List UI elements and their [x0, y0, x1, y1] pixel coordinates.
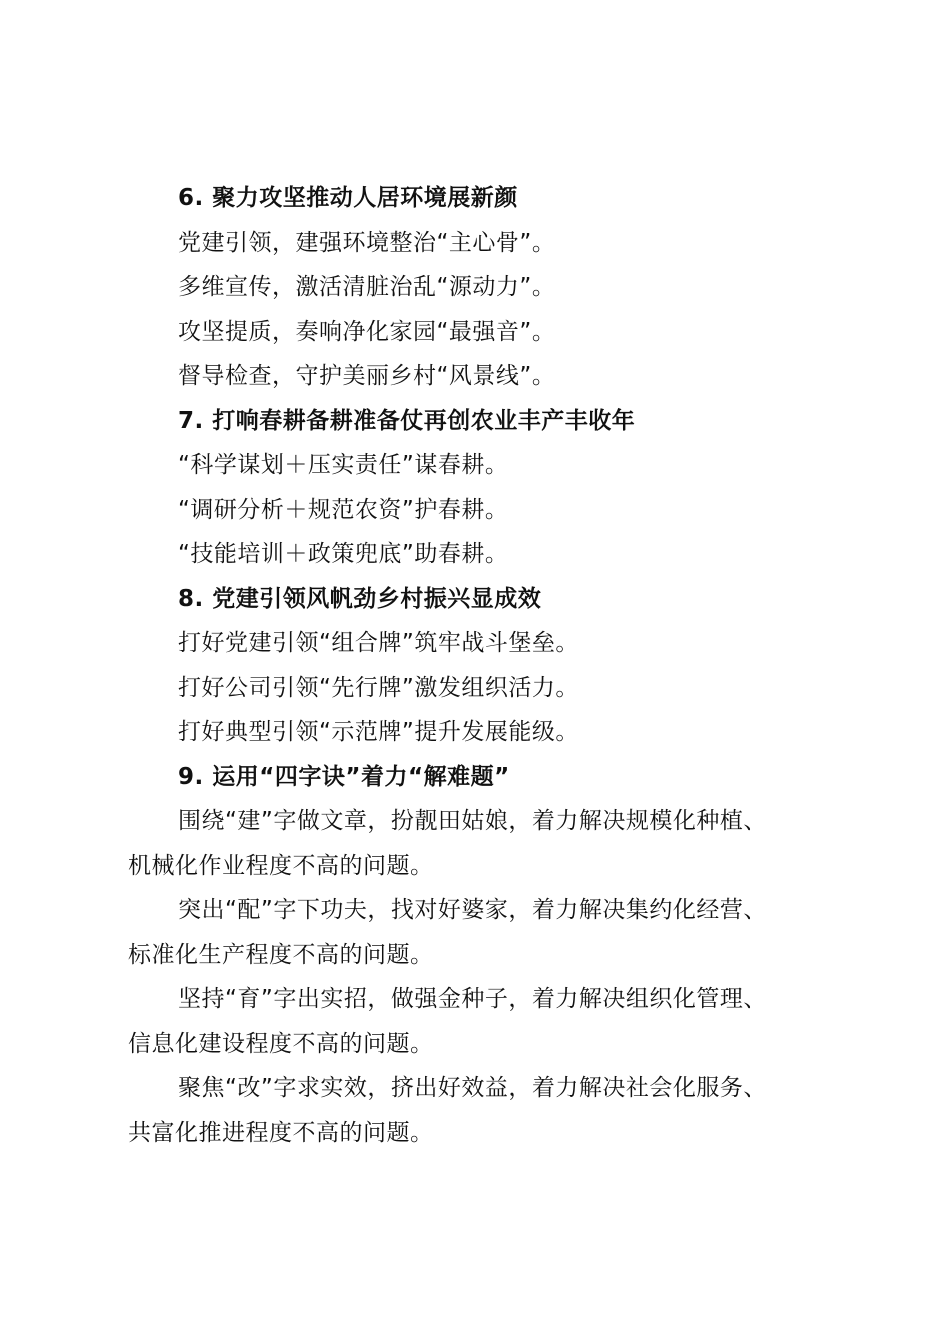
list-item: “科学谋划＋压实责任”谋春耕。 [178, 452, 509, 478]
list-item: 打好党建引领“组合牌”筑牢战斗堡垒。 [178, 630, 579, 656]
paragraph-line: 突出“配”字下功夫，找对好婆家，着力解决集约化经营、 [178, 897, 767, 923]
paragraph-line: 坚持“育”字出实招，做强金种子，着力解决组织化管理、 [178, 986, 767, 1012]
paragraph-line: 信息化建设程度不高的问题。 [128, 1030, 434, 1057]
section-heading: 9. 运用“四字诀”着力“解难题” [178, 763, 510, 790]
paragraph [128, 1066, 828, 1155]
section-heading: 7. 打响春耕备耕准备仗再创农业丰产丰收年 [178, 407, 636, 434]
section-7 [128, 399, 828, 577]
paragraph-line: 围绕“建”字做文章，扮靓田姑娘，着力解决规模化种植、 [178, 808, 767, 834]
section-heading: 6. 聚力攻坚推动人居环境展新颜 [178, 185, 518, 211]
list-item: “技能培训＋政策兜底”助春耕。 [178, 541, 509, 567]
paragraph [128, 977, 828, 1066]
list-item: “调研分析＋规范农资”护春耕。 [178, 496, 509, 523]
paragraph-line: 机械化作业程度不高的问题。 [128, 852, 434, 879]
section-heading: 8. 党建引领风帆劲乡村振兴显成效 [178, 585, 542, 612]
list-item: 攻坚提质，奏响净化家园“最强音”。 [178, 318, 556, 345]
list-item: 多维宣传，激活清脏治乱“源动力”。 [178, 274, 556, 300]
section-9 [128, 755, 828, 1156]
section-6 [128, 176, 828, 399]
paragraph [128, 799, 828, 888]
list-item: 打好典型引领“示范牌”提升发展能级。 [178, 719, 579, 745]
list-item: 督导检查，守护美丽乡村“风景线”。 [178, 363, 556, 389]
paragraph [128, 888, 828, 977]
paragraph-line: 聚焦“改”字求实效，挤出好效益，着力解决社会化服务、 [178, 1075, 767, 1101]
list-item: 打好公司引领“先行牌”激发组织活力。 [178, 674, 579, 701]
paragraph-line: 共富化推进程度不高的问题。 [128, 1119, 434, 1146]
section-8 [128, 577, 828, 755]
document-page [128, 176, 828, 1155]
paragraph-line: 标准化生产程度不高的问题。 [128, 941, 434, 968]
list-item: 党建引领，建强环境整治“主心骨”。 [178, 229, 556, 256]
